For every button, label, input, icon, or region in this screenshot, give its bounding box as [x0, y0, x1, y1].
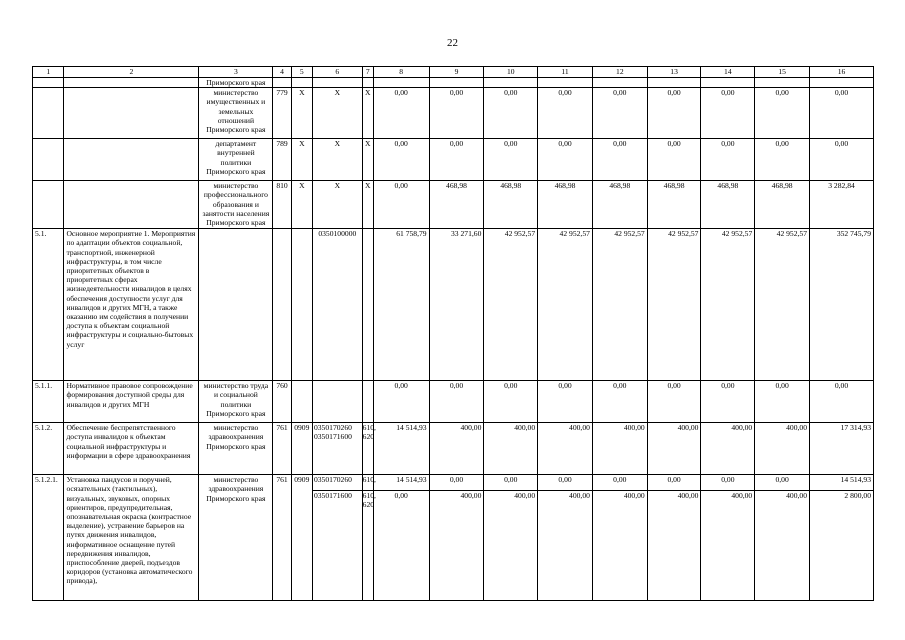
value-cell: 0,00 [592, 139, 647, 181]
expense-type-cell: 610, 620 [362, 423, 373, 475]
value-cell: 0,00 [755, 139, 810, 181]
column-header: 16 [810, 67, 874, 78]
value-cell: 400,00 [647, 491, 701, 601]
value-cell: 0,00 [647, 139, 701, 181]
column-header: 13 [647, 67, 701, 78]
total-cell: 0,00 [810, 88, 874, 139]
value-cell: 0,00 [373, 491, 429, 601]
column-header: 11 [538, 67, 593, 78]
value-cell: 400,00 [538, 491, 593, 601]
item-name-cell: Нормативное правовое сопровождение формирования доступной среды для инвалидов и других МГН [64, 381, 199, 423]
table-row [33, 423, 874, 475]
value-cell: 0,00 [429, 381, 484, 423]
value-cell: 400,00 [592, 491, 647, 601]
grbs-cell: 779 [273, 88, 291, 139]
section-cell: 0909 [291, 475, 312, 601]
target-article-cell: 0350170260 [312, 475, 362, 491]
value-cell: 0,00 [429, 88, 484, 139]
target-article-cell: X [312, 88, 362, 139]
table-row [33, 181, 874, 229]
value-cell: 400,00 [429, 491, 484, 601]
executor-cell: департамент внутренней политики Приморского края [199, 139, 273, 181]
value-cell: 400,00 [701, 491, 755, 601]
value-cell: 0,00 [373, 88, 429, 139]
item-number-cell: 5.1. [33, 229, 64, 381]
value-cell: 400,00 [755, 423, 810, 475]
value-cell: 0,00 [647, 88, 701, 139]
value-cell: 0,00 [484, 139, 538, 181]
grbs-cell: 761 [273, 475, 291, 601]
value-cell: 400,00 [701, 423, 755, 475]
value-cell: 0,00 [755, 88, 810, 139]
executor-cell: министерство профессионального образования и занятости населения Приморского края [199, 181, 273, 229]
value-cell: 0,00 [538, 139, 593, 181]
value-cell: 468,98 [647, 181, 701, 229]
value-cell: 0,00 [373, 181, 429, 229]
section-cell: X [291, 139, 312, 181]
column-header: 10 [484, 67, 538, 78]
section-cell: X [291, 181, 312, 229]
column-header: 8 [373, 67, 429, 78]
budget-table [32, 66, 874, 601]
value-cell: 0,00 [647, 475, 701, 491]
table-row [33, 88, 874, 139]
table-row [33, 139, 874, 181]
target-article-cell: 0350170260 0350171600 [312, 423, 362, 475]
value-cell: 0,00 [538, 88, 593, 139]
section-cell: X [291, 88, 312, 139]
total-cell: 352 745,79 [810, 229, 874, 381]
value-cell: 0,00 [592, 381, 647, 423]
total-cell: 2 800,00 [810, 491, 874, 601]
expense-type-cell: X [362, 139, 373, 181]
column-header: 5 [291, 67, 312, 78]
total-cell: 17 314,93 [810, 423, 874, 475]
value-cell: 0,00 [647, 381, 701, 423]
table-row [33, 475, 874, 491]
target-article-cell: 0350171600 [312, 491, 362, 601]
section-cell: 0909 [291, 423, 312, 475]
value-cell: 468,98 [429, 181, 484, 229]
value-cell: 42 952,57 [538, 229, 593, 381]
column-header: 14 [701, 67, 755, 78]
column-header: 4 [273, 67, 291, 78]
expense-type-cell: X [362, 181, 373, 229]
column-header: 9 [429, 67, 484, 78]
expense-type-cell: 610, [362, 475, 373, 491]
value-cell: 0,00 [484, 88, 538, 139]
value-cell: 0,00 [484, 475, 538, 491]
value-cell: 42 952,57 [592, 229, 647, 381]
item-number-cell: 5.1.2.1. [33, 475, 64, 601]
value-cell: 0,00 [701, 475, 755, 491]
target-article-cell: X [312, 139, 362, 181]
value-cell: 0,00 [373, 381, 429, 423]
value-cell: 0,00 [373, 139, 429, 181]
executor-cell: министерство здравоохранения Приморского края [199, 423, 273, 475]
total-cell: 0,00 [810, 381, 874, 423]
executor-cell: Приморского края [199, 78, 273, 88]
expense-type-cell: 610, 620 [362, 491, 373, 601]
value-cell: 42 952,57 [701, 229, 755, 381]
header-row [33, 67, 874, 78]
item-name-cell: Установка пандусов и поручней, осязательных (тактильных), визуальных, звуковых, опорных ориентиров, предупредительная, опознавательная окраска (контрастное выделение), устранение барьеров на путях движения инвалидов, информативное оснащение путей передвижения инвалидов, приспособление дверей, подъездов коридоров (установка автоматического привода), [64, 475, 199, 601]
value-cell: 400,00 [484, 491, 538, 601]
column-header: 6 [312, 67, 362, 78]
table-row [33, 381, 874, 423]
value-cell: 0,00 [538, 381, 593, 423]
total-cell: 14 514,93 [810, 475, 874, 491]
value-cell: 0,00 [592, 475, 647, 491]
table-row [33, 229, 874, 381]
target-article-cell: 0350100000 [312, 229, 362, 381]
executor-cell: министерство труда и социальной политики Приморского края [199, 381, 273, 423]
item-number-cell: 5.1.2. [33, 423, 64, 475]
value-cell: 468,98 [755, 181, 810, 229]
value-cell: 468,98 [701, 181, 755, 229]
value-cell: 0,00 [701, 88, 755, 139]
column-header: 12 [592, 67, 647, 78]
value-cell: 400,00 [647, 423, 701, 475]
value-cell: 0,00 [429, 139, 484, 181]
table-row [33, 78, 874, 88]
column-header: 15 [755, 67, 810, 78]
value-cell: 400,00 [592, 423, 647, 475]
executor-cell: министерство имущественных и земельных отношений Приморского края [199, 88, 273, 139]
value-cell: 0,00 [701, 139, 755, 181]
column-header: 1 [33, 67, 64, 78]
column-header: 2 [64, 67, 199, 78]
total-cell: 3 282,84 [810, 181, 874, 229]
item-name-cell: Основное мероприятие 1. Мероприятия по адаптации объектов социальной, транспортной, инженерной инфраструктуры, в том числе приоритетных объектов в приоритетных сферах жизнедеятельности инвалидов в целях обеспечения доступности услуг для инвалидов и других МГН, а также оказанию им содействия в получении доступа к объектам социальной инфраструктуры и социально-бытовых услуг [64, 229, 199, 381]
expense-type-cell: X [362, 88, 373, 139]
value-cell: 400,00 [755, 491, 810, 601]
item-name-cell: Обеспечение беспрепятственного доступа инвалидов к объектам социальной инфраструктуры и информации в сфере здравоохранения [64, 423, 199, 475]
column-header: 7 [362, 67, 373, 78]
value-cell: 400,00 [484, 423, 538, 475]
total-cell: 0,00 [810, 139, 874, 181]
executor-cell: министерство здравоохранения Приморского края [199, 475, 273, 601]
item-number-cell: 5.1.1. [33, 381, 64, 423]
value-cell: 0,00 [755, 381, 810, 423]
page-number: 22 [447, 37, 458, 49]
value-cell: 14 514,93 [373, 423, 429, 475]
column-header: 3 [199, 67, 273, 78]
grbs-cell: 760 [273, 381, 291, 423]
value-cell: 0,00 [484, 381, 538, 423]
target-article-cell: X [312, 181, 362, 229]
value-cell: 468,98 [592, 181, 647, 229]
grbs-cell: 810 [273, 181, 291, 229]
value-cell: 42 952,57 [484, 229, 538, 381]
value-cell: 468,98 [538, 181, 593, 229]
value-cell: 0,00 [701, 381, 755, 423]
value-cell: 42 952,57 [647, 229, 701, 381]
value-cell: 42 952,57 [755, 229, 810, 381]
value-cell: 0,00 [592, 88, 647, 139]
value-cell: 468,98 [484, 181, 538, 229]
value-cell: 400,00 [429, 423, 484, 475]
value-cell: 400,00 [538, 423, 593, 475]
value-cell: 61 758,79 [373, 229, 429, 381]
value-cell: 0,00 [538, 475, 593, 491]
value-cell: 0,00 [755, 475, 810, 491]
value-cell: 14 514,93 [373, 475, 429, 491]
grbs-cell: 761 [273, 423, 291, 475]
value-cell: 33 271,60 [429, 229, 484, 381]
value-cell: 0,00 [429, 475, 484, 491]
grbs-cell: 789 [273, 139, 291, 181]
